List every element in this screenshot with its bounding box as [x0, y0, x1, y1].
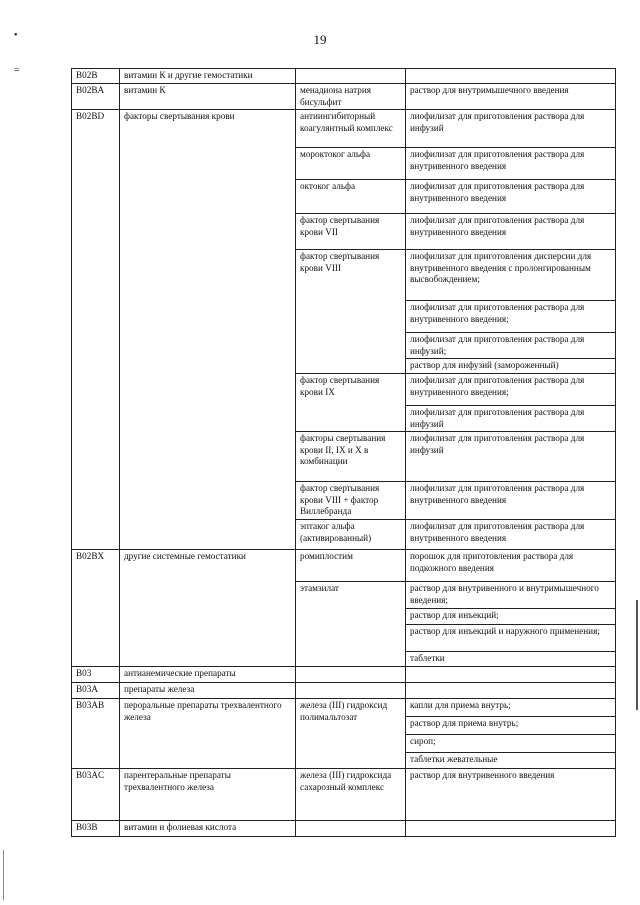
atc-code-cell: B02B — [72, 69, 120, 84]
dosage-form-cell: лиофилизат для приготовления раствора для инфузий — [406, 110, 616, 148]
dosage-form-cell: раствор для инъекций; — [406, 608, 616, 624]
dosage-form-cell: таблетки — [406, 651, 616, 666]
table-row — [72, 666, 616, 682]
dosage-form-cell: раствор для внутримышечного введения — [406, 84, 616, 110]
dosage-form-cell: лиофилизат для приготовления раствора для инфузий — [406, 405, 616, 431]
dosage-form-cell: капли для приема внутрь; — [406, 698, 616, 716]
atc-code-cell: B03B — [72, 820, 120, 836]
dosage-form-cell: лиофилизат для приготовления раствора для внутривенного введения — [406, 482, 616, 520]
drug-name-cell: эптаког альфа (активированный) — [296, 519, 406, 549]
table-row — [72, 698, 616, 716]
dosage-form-cell: лиофилизат для приготовления дисперсии для внутривенного введения с пролонгированным высвобождением; — [406, 250, 616, 301]
margin-mark-equals: = — [14, 65, 20, 76]
atc-code-cell: B03A — [72, 682, 120, 698]
dosage-form-cell — [406, 666, 616, 682]
table-row — [72, 549, 616, 581]
drug-name-cell: факторы свертывания крови II, IX и X в комбинации — [296, 432, 406, 482]
drug-name-cell: антиингибиторный коагулянтный комплекс — [296, 110, 406, 148]
atc-group-cell: витамин К — [120, 84, 296, 110]
atc-code-cell: B02BX — [72, 549, 120, 666]
dosage-form-cell: раствор для внутривенного введения — [406, 768, 616, 820]
page-number: 19 — [313, 32, 327, 47]
margin-mark-dot: • — [14, 30, 18, 41]
table-row — [72, 110, 616, 148]
dosage-form-cell: лиофилизат для приготовления раствора для внутривенного введения — [406, 214, 616, 250]
drug-name-cell: фактор свертывания крови VII — [296, 214, 406, 250]
dosage-form-cell — [406, 682, 616, 698]
drug-name-cell: фактор свертывания крови VIII + фактор Виллебранда — [296, 482, 406, 520]
dosage-form-cell: сироп; — [406, 734, 616, 752]
atc-code-cell: B02BD — [72, 110, 120, 550]
atc-code-cell: B03AB — [72, 698, 120, 768]
drug-name-cell: этамзилат — [296, 581, 406, 666]
dosage-form-cell: таблетки жевательные — [406, 752, 616, 768]
drug-name-cell: мороктоког альфа — [296, 148, 406, 180]
dosage-form-cell: раствор для приема внутрь; — [406, 716, 616, 734]
atc-code-cell: B03AC — [72, 768, 120, 820]
dosage-form-cell: раствор для инъекций и наружного применения; — [406, 624, 616, 651]
atc-group-cell: витамин К и другие гемостатики — [120, 69, 296, 84]
drug-name-cell: ромиплостим — [296, 549, 406, 581]
atc-group-cell: другие системные гемостатики — [120, 549, 296, 666]
dosage-form-cell: лиофилизат для приготовления раствора для внутривенного введения — [406, 148, 616, 180]
atc-group-cell: антианемические препараты — [120, 666, 296, 682]
drug-name-cell — [296, 820, 406, 836]
dosage-form-cell: лиофилизат для приготовления раствора для инфузий; — [406, 333, 616, 359]
table-row — [72, 84, 616, 110]
table-row — [72, 820, 616, 836]
drug-name-cell: железа (III) гидроксид полимальтозат — [296, 698, 406, 768]
table-row — [72, 69, 616, 84]
atc-group-cell: парентеральные препараты трехвалентного железа — [120, 768, 296, 820]
drug-name-cell: менадиона натрия бисульфит — [296, 84, 406, 110]
dosage-form-cell: лиофилизат для приготовления раствора для инфузий — [406, 432, 616, 482]
dosage-form-cell: лиофилизат для приготовления раствора для внутривенного введения — [406, 180, 616, 214]
drug-name-cell: фактор свертывания крови VIII — [296, 250, 406, 374]
dosage-form-cell: лиофилизат для приготовления раствора для внутривенного введения; — [406, 301, 616, 333]
drug-name-cell — [296, 682, 406, 698]
drug-name-cell: фактор свертывания крови IX — [296, 373, 406, 431]
table-row — [72, 682, 616, 698]
dosage-form-cell — [406, 820, 616, 836]
atc-group-cell: витамин и фолиевая кислота — [120, 820, 296, 836]
atc-group-cell: факторы свертывания крови — [120, 110, 296, 550]
dosage-form-cell — [406, 69, 616, 84]
dosage-form-cell: раствор для инфузий (замороженный) — [406, 359, 616, 374]
table-row — [72, 768, 616, 820]
drug-registry-table — [71, 68, 616, 837]
drug-name-cell — [296, 69, 406, 84]
atc-code-cell: B02BA — [72, 84, 120, 110]
drug-name-cell — [296, 666, 406, 682]
scan-edge-artifact — [3, 850, 4, 900]
atc-code-cell: B03 — [72, 666, 120, 682]
atc-group-cell: пероральные препараты трехвалентного железа — [120, 698, 296, 768]
drug-name-cell: октоког альфа — [296, 180, 406, 214]
atc-group-cell: препараты железа — [120, 682, 296, 698]
dosage-form-cell: лиофилизат для приготовления раствора для внутривенного введения — [406, 519, 616, 549]
dosage-form-cell: порошок для приготовления раствора для подкожного введения — [406, 549, 616, 581]
drug-name-cell: железа (III) гидроксида сахарозный комплекс — [296, 768, 406, 820]
scan-edge-artifact — [636, 600, 638, 710]
dosage-form-cell: лиофилизат для приготовления раствора для внутривенного введения; — [406, 373, 616, 405]
dosage-form-cell: раствор для внутривенного и внутримышечного введения; — [406, 581, 616, 608]
